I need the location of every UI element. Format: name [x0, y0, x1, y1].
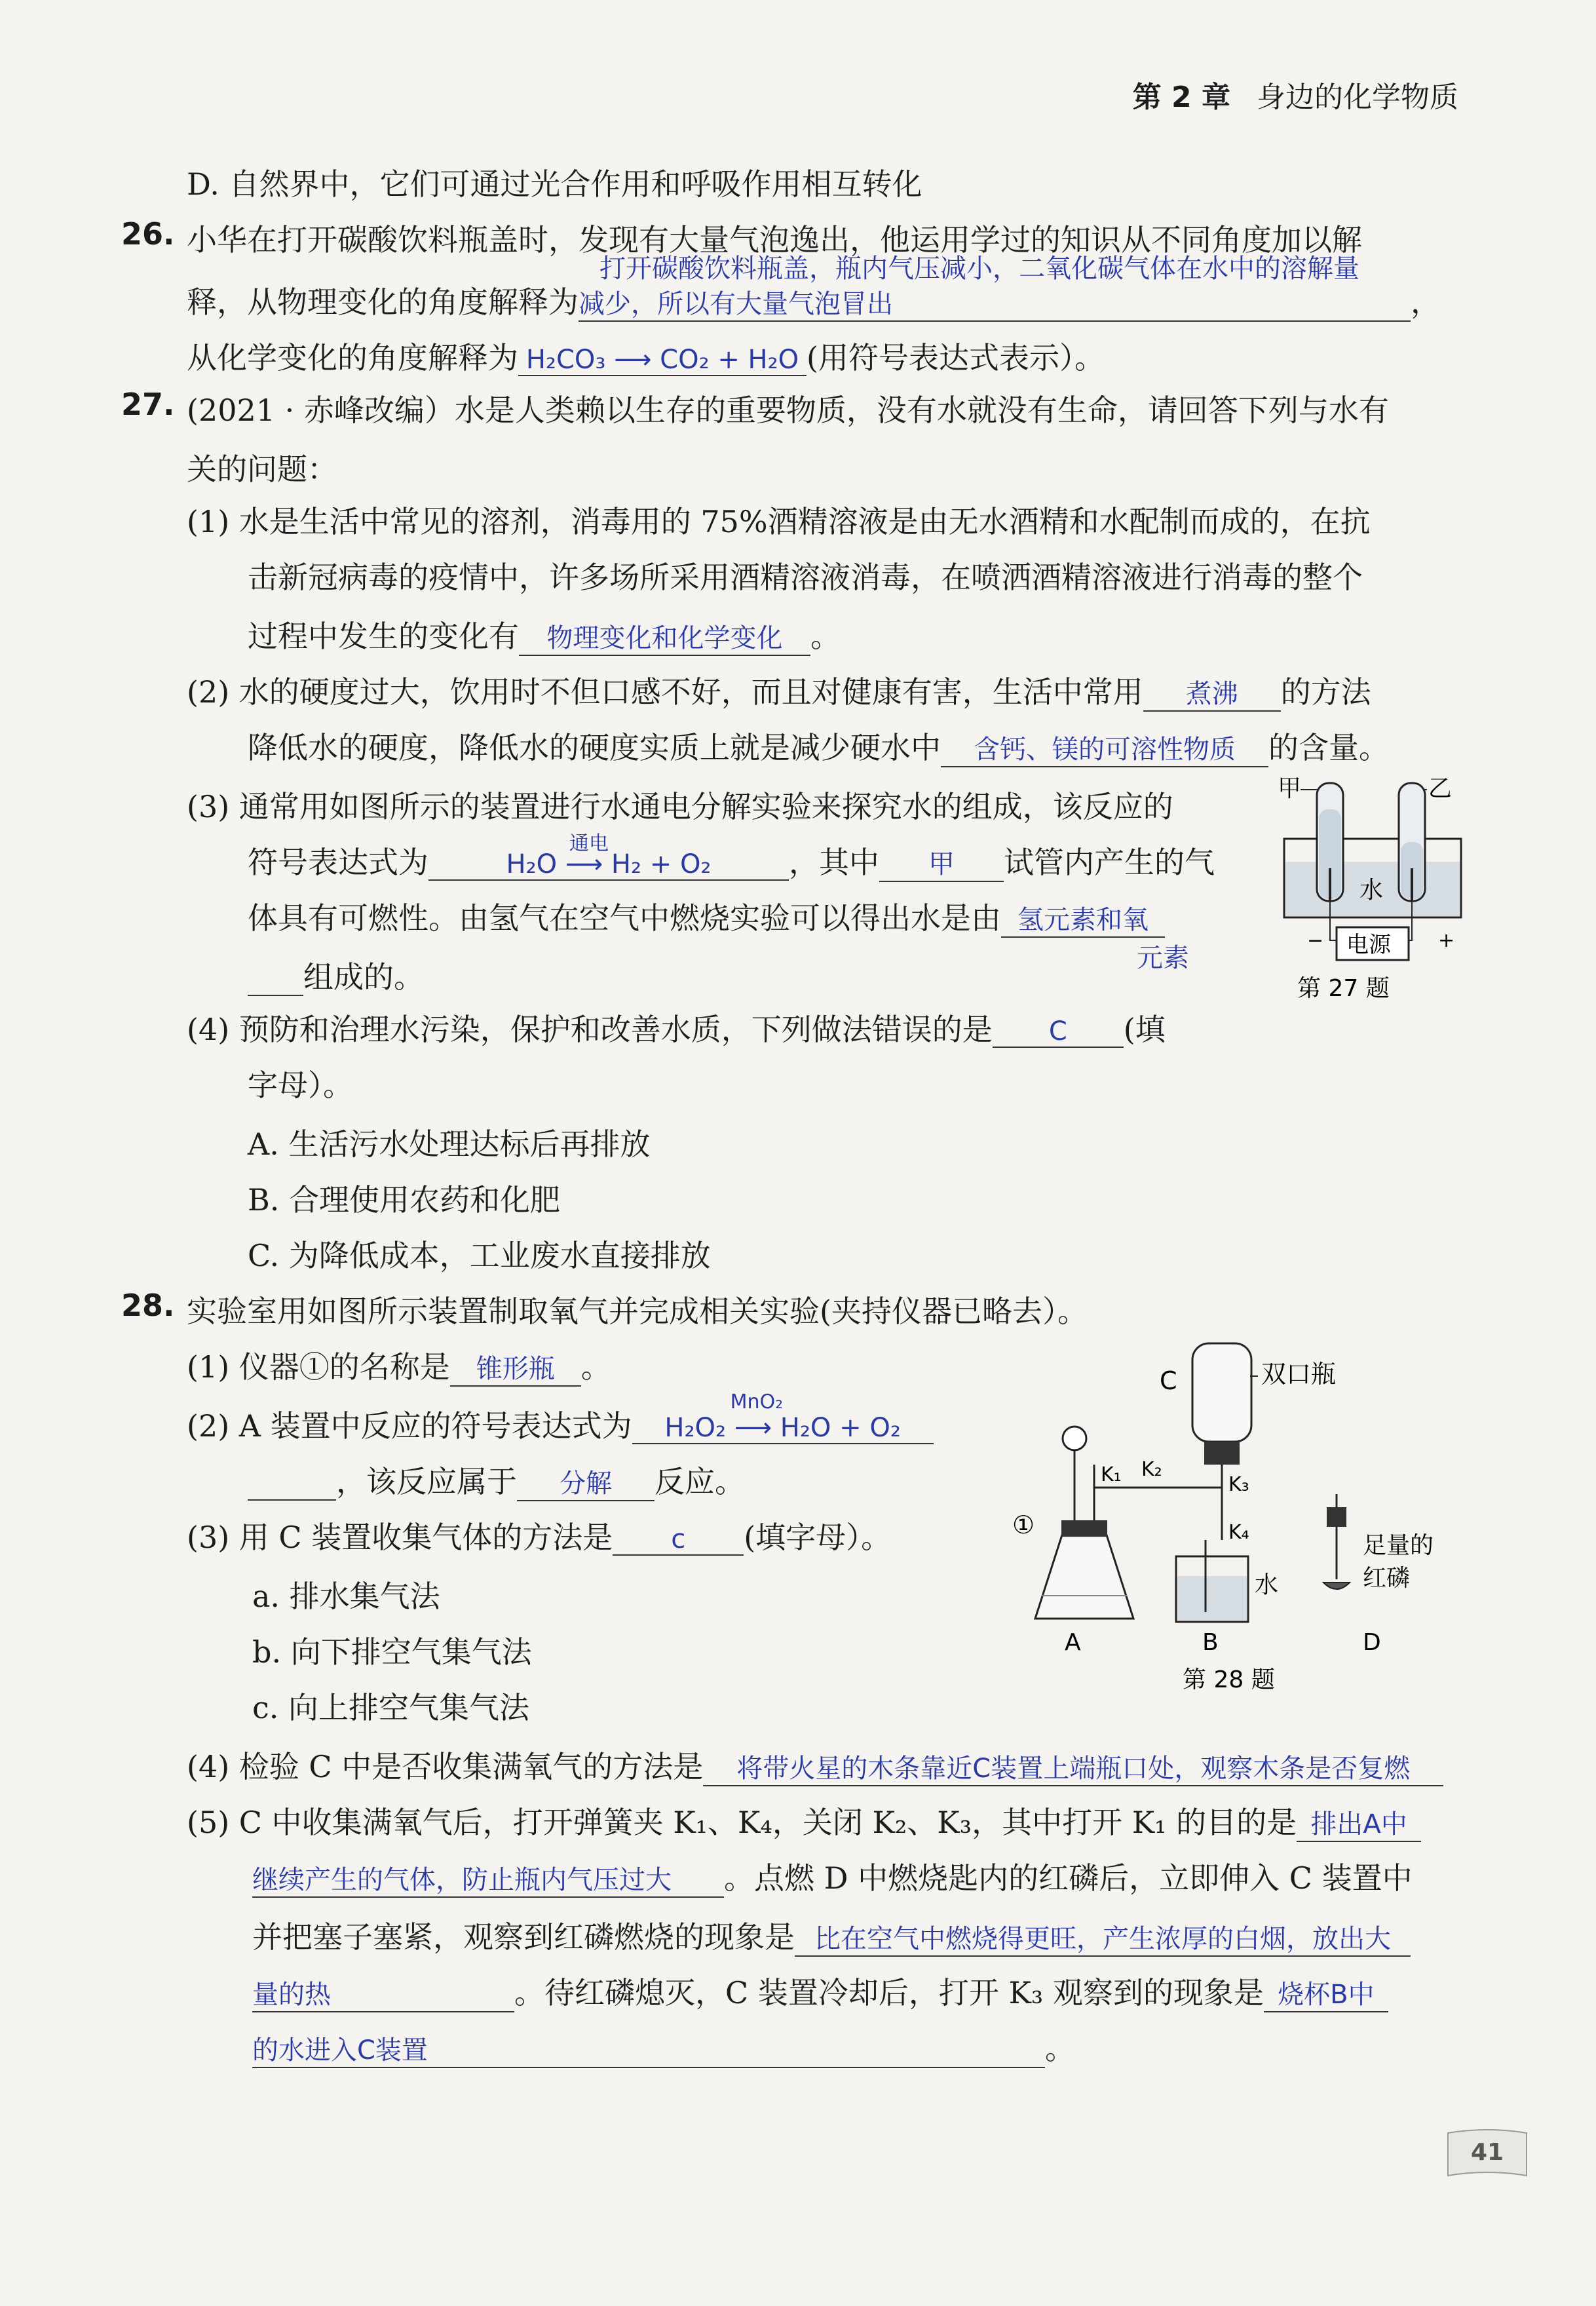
q27-p2-line2: 降低水的硬度，降低水的硬度实质上就是减少硬水中 含钙、镁的可溶性物质 的含量。	[248, 724, 1389, 767]
q27-p1-line1: (1) 水是生活中常见的溶剂，消毒用的 75%酒精溶液是由无水酒精和水配制而成的，在抗	[187, 504, 1371, 539]
fig28-bottle-c	[1192, 1343, 1251, 1442]
fig28-spoon-d	[1323, 1583, 1350, 1589]
fig27-label-right: 乙	[1428, 775, 1453, 802]
fig27-minus: −	[1307, 929, 1324, 952]
q27-p3-answer3a: 氢元素和氧	[1001, 899, 1165, 938]
q28-p2-catalyst: MnO₂	[730, 1391, 784, 1413]
q27-p4-line2: 字母）。	[248, 1067, 353, 1103]
q28-p5-line1: (5) C 中收集满氧气后，打开弹簧夹 K₁、K₄，关闭 K₂、K₃，其中打开 K₁ 的目的是 排出A中	[187, 1799, 1421, 1842]
q28-p3: (3) 用 C 装置收集气体的方法是 c (填字母）。	[187, 1520, 892, 1555]
q27-p1-line2: 击新冠病毒的疫情中，许多场所采用酒精溶液消毒，在喷洒酒精溶液进行消毒的整个	[248, 560, 1363, 595]
fig27-plus: +	[1438, 929, 1455, 952]
q28-p5-answer3a: 烧杯B中	[1264, 1974, 1388, 2012]
q27-line2: 关的问题：	[187, 452, 337, 487]
fig28-k2: K₂	[1141, 1458, 1162, 1481]
fig28-circle1: ①	[1012, 1510, 1035, 1539]
page-header	[1133, 73, 1458, 115]
q26-line2: 释，从物理变化的角度解释为减少，所以有大量气泡冒出 ，	[187, 279, 1441, 322]
fig28-flask-a	[1035, 1527, 1133, 1619]
q27-p4-answer: C	[993, 1016, 1124, 1048]
q28-number: 28.	[121, 1288, 175, 1323]
q27-number: 27.	[121, 387, 175, 422]
q26-line3: 从化学变化的角度解释为 H₂CO₃ ⟶ CO₂ + H₂O (用符号表达式表示）。	[187, 340, 1105, 375]
fig28-k4: K₄	[1228, 1521, 1249, 1544]
q27-option-b: B. 合理使用农药和化肥	[248, 1182, 561, 1218]
q27-p2-line1: (2) 水的硬度过大，饮用时不但口感不好，而且对健康有害，生活中常用 煮沸 的方法	[187, 668, 1371, 712]
fig28-water-label: 水	[1255, 1571, 1279, 1598]
q27-option-a: A. 生活污水处理达标后再排放	[248, 1126, 651, 1162]
q26-answer-chemical: H₂CO₃ ⟶ CO₂ + H₂O	[518, 345, 807, 376]
q28-p5-line5: 的水进入C装置 。	[252, 2025, 1075, 2068]
q28-p5-line2: 继续产生的气体，防止瓶内气压过大 。点燃 D 中燃烧匙内的红磷后，立即伸入 C 装置中	[252, 1854, 1413, 1898]
chapter-title: 身边的化学物质	[1257, 81, 1458, 114]
q28-p2-line1: (2) A 装置中反应的符号表达式为 MnO₂ H₂O₂ ⟶ H₂O + O₂	[187, 1402, 934, 1446]
q27-p3-line2: 符号表达式为 通电 H₂O ⟶ H₂ + O₂ ，其中 甲 试管内产生的气	[248, 839, 1215, 882]
fig27-caption: 第 27 题	[1297, 975, 1390, 1002]
q27-p3-line1: (3) 通常用如图所示的装置进行水通电分解实验来探究水的组成，该反应的	[187, 789, 1173, 824]
q27-option-c: C. 为降低成本，工业废水直接排放	[248, 1238, 711, 1273]
q26-number: 26.	[121, 216, 175, 252]
q27-p3-line4: 组成的。	[248, 953, 424, 997]
fig28-k3: K₃	[1228, 1473, 1249, 1496]
q25-option-d: D. 自然界中，它们可通过光合作用和呼吸作用相互转化	[187, 166, 922, 202]
fig27-label-left: 甲	[1278, 775, 1302, 802]
q28-p5-answer2a: 比在空气中燃烧得更旺，产生浓厚的白烟，放出大	[795, 1918, 1411, 1957]
q28-p5-line4: 量的热 。待红磷熄灭，C 装置冷却后，打开 K₃ 观察到的现象是 烧杯B中	[252, 1969, 1388, 2012]
q27-p2-answer1: 煮沸	[1143, 673, 1281, 712]
q28-p2-answer2: 分解	[517, 1463, 655, 1501]
q27-p4-line1: (4) 预防和治理水污染，保护和改善水质，下列做法错误的是 C (填	[187, 1012, 1166, 1047]
q28-line1: 实验室用如图所示装置制取氧气并完成相关实验(夹持仪器已略去）。	[187, 1294, 1088, 1329]
q28-p5-line3: 并把塞子塞紧，观察到红磷燃烧的现象是 比在空气中燃烧得更旺，产生浓厚的白烟，放出大	[252, 1913, 1411, 1957]
q28-p2-answer: MnO₂ H₂O₂ ⟶ H₂O + O₂	[632, 1413, 934, 1444]
fig28-label-a: A	[1065, 1629, 1081, 1656]
fig27-power-label: 电源	[1346, 932, 1391, 958]
q27-p3-answer3b: 元素	[1137, 943, 1189, 973]
q26-answer-physical-2: 减少，所以有大量气泡冒出	[579, 283, 1411, 322]
chapter-number: 第 2 章	[1132, 81, 1230, 114]
oxygen-apparatus-figure	[996, 1330, 1513, 1697]
q27-p1-answer: 物理变化和化学变化	[519, 617, 810, 656]
fig28-label-bottle: 双口瓶	[1261, 1360, 1337, 1389]
fig28-label-b: B	[1202, 1629, 1219, 1656]
q27-p3-answer2: 甲	[879, 843, 1004, 882]
q28-option-a: a. 排水集气法	[252, 1579, 440, 1614]
q27-line1: (2021 · 赤峰改编）水是人类赖以生存的重要物质，没有水就没有生命，请回答下列与水有	[187, 393, 1389, 428]
electrolysis-figure	[1271, 770, 1481, 1032]
q28-p4: (4) 检验 C 中是否收集满氧气的方法是 将带火星的木条靠近C装置上端瓶口处，观察木条是否复燃	[187, 1743, 1443, 1786]
q26-line1: 小华在打开碳酸饮料瓶盖时，发现有大量气泡逸出，他运用学过的知识从不同角度加以解	[187, 222, 1362, 258]
page-number: 41	[1441, 2123, 1533, 2182]
q28-p1: (1) 仪器①的名称是 锥形瓶 。	[187, 1343, 611, 1387]
q28-option-b: b. 向下排空气集气法	[252, 1634, 532, 1670]
q28-option-c: c. 向上排空气集气法	[252, 1690, 530, 1725]
fig28-phos2: 红磷	[1363, 1565, 1411, 1592]
q27-p3-answer1: 通电 H₂O ⟶ H₂ + O₂	[428, 849, 789, 881]
q27-p1-line3: 过程中发生的变化有 物理变化和化学变化 。	[248, 613, 841, 656]
fig28-label-d: D	[1363, 1629, 1381, 1656]
q28-p5-answer3b: 的水进入C装置	[252, 2029, 1045, 2068]
q28-p3-answer: c	[613, 1524, 744, 1556]
fig28-label-c: C	[1160, 1366, 1177, 1395]
q28-p5-answer1a: 排出A中	[1297, 1803, 1421, 1842]
fig28-caption: 第 28 题	[1183, 1666, 1275, 1693]
fig28-phos1: 足量的	[1363, 1532, 1434, 1559]
q28-p2-line2: ，该反应属于 分解 反应。	[248, 1458, 745, 1501]
q28-p5-answer2b: 量的热	[252, 1974, 514, 2012]
q28-p4-answer: 将带火星的木条靠近C装置上端瓶口处，观察木条是否复燃	[703, 1748, 1443, 1786]
q28-p5-answer1b: 继续产生的气体，防止瓶内气压过大	[252, 1859, 724, 1898]
q28-p1-answer: 锥形瓶	[450, 1348, 581, 1387]
q26-answer-physical-1: 打开碳酸饮料瓶盖，瓶内气压减小，二氧化碳气体在水中的溶解量	[599, 254, 1359, 284]
q27-p3-condition: 通电	[569, 832, 609, 855]
fig27-water-label: 水	[1359, 877, 1384, 904]
fig28-funnel	[1063, 1427, 1086, 1450]
q27-p2-answer2: 含钙、镁的可溶性物质	[941, 729, 1268, 767]
q27-p3-line3: 体具有可燃性。由氢气在空气中燃烧实验可以得出水是由 氢元素和氧	[248, 894, 1165, 938]
fig28-k1: K₁	[1101, 1463, 1122, 1486]
